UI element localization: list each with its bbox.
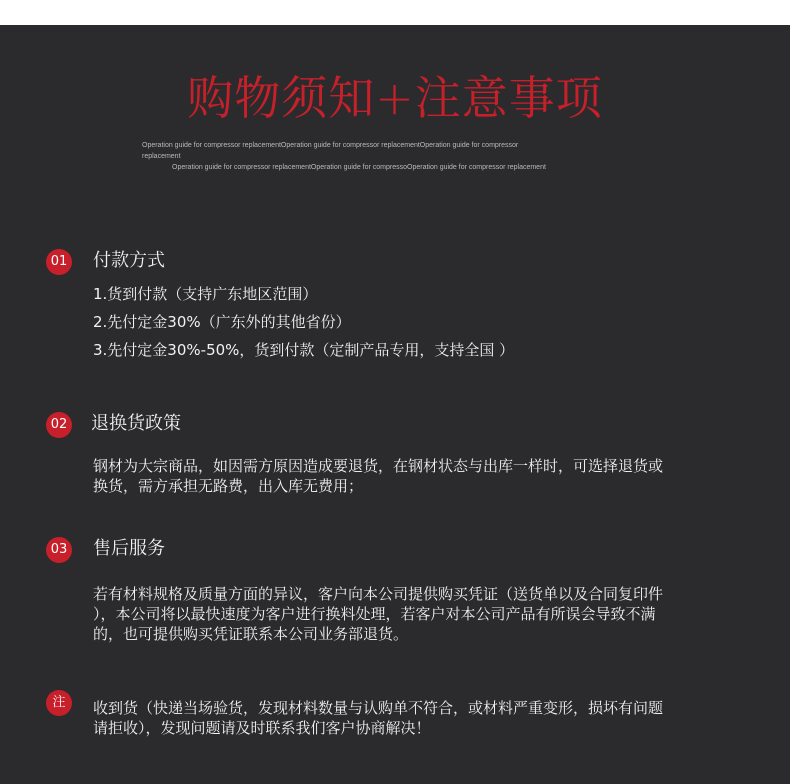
section-badge-01: 01: [46, 249, 72, 275]
section-badge-note: 注: [46, 690, 72, 716]
subtitle-line: Operation guide for compressor replacementOperation guide for compressoOperation guide for compressor replacement: [172, 164, 546, 171]
notice-panel: [0, 25, 790, 784]
section-text-line: 请拒收），发现问题请及时联系我们客户协商解决！: [93, 719, 431, 737]
subtitle-line: replacement: [142, 153, 181, 160]
page-title: 购物须知+注意事项: [187, 71, 603, 125]
section-text-line: 钢材为大宗商品，如因需方原因造成要退货，在钢材状态与出库一样时，可选择退货或: [93, 457, 664, 475]
section-text-line: 若有材料规格及质量方面的异议，客户向本公司提供购买凭证（送货单以及合同复印件: [93, 585, 664, 603]
section-heading-payment: 付款方式: [93, 250, 165, 271]
subtitle-line: Operation guide for compressor replacementOperation guide for compressor replacementOperation guide for compressor: [142, 142, 519, 149]
section-text-line: 收到货（快递当场验货，发现材料数量与认购单不符合，或材料严重变形，损坏有问题: [93, 699, 664, 717]
section-text-line: 2.先付定金30%（广东外的其他省份）: [93, 313, 351, 331]
section-badge-02: 02: [46, 412, 72, 438]
section-heading-returns: 退换货政策: [91, 413, 181, 434]
section-heading-after-sales: 售后服务: [93, 538, 165, 559]
section-text-line: 1.货到付款（支持广东地区范围）: [93, 285, 318, 303]
section-badge-03: 03: [46, 537, 72, 563]
section-text-line: 的，也可提供购买凭证联系本公司业务部退货。: [93, 625, 409, 643]
section-text-line: ），本公司将以最快速度为客户进行换料处理，若客户对本公司产品有所误会导致不满: [93, 605, 656, 623]
section-text-line: 换货，需方承担无路费，出入库无费用；: [93, 477, 364, 495]
section-text-line: 3.先付定金30%-50%，货到付款（定制产品专用，支持全国 ）: [93, 341, 515, 359]
